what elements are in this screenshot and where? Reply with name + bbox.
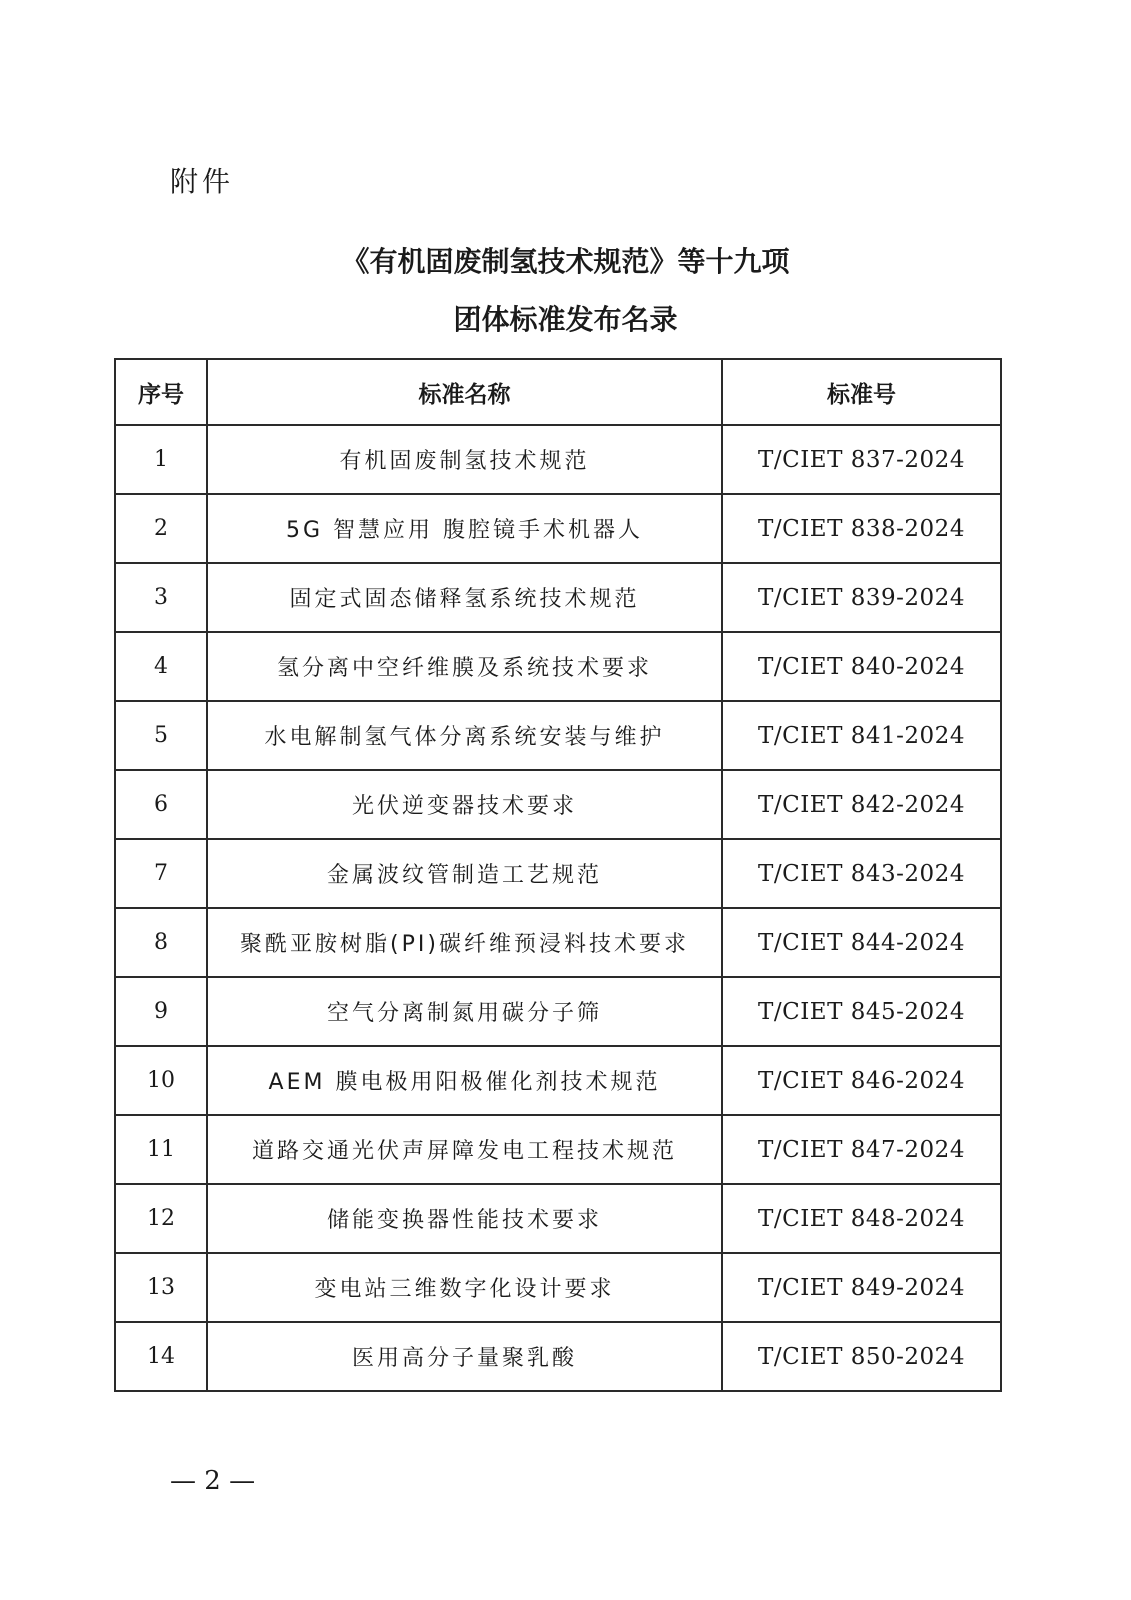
- row-standard-name: 固定式固态储释氢系统技术规范: [207, 563, 722, 632]
- document-title: 《有机固废制氢技术规范》等十九项: [341, 245, 790, 278]
- document-subtitle: 团体标准发布名录: [453, 303, 678, 336]
- row-standard-name: 水电解制氢气体分离系统安装与维护: [207, 701, 722, 770]
- row-standard-name: 变电站三维数字化设计要求: [207, 1253, 722, 1322]
- row-standard-code: T/CIET 841-2024: [722, 701, 1001, 770]
- row-standard-name: 有机固废制氢技术规范: [207, 425, 722, 494]
- row-serial-number: 13: [115, 1253, 207, 1322]
- attachment-label: 附件: [170, 165, 235, 198]
- row-standard-name: 5G 智慧应用 腹腔镜手术机器人: [207, 494, 722, 563]
- row-standard-code: T/CIET 837-2024: [722, 425, 1001, 494]
- header-standard-code: 标准号: [722, 359, 1001, 425]
- row-serial-number: 3: [115, 563, 207, 632]
- page-number: — 2 —: [170, 1466, 256, 1496]
- row-serial-number: 2: [115, 494, 207, 563]
- row-standard-code: T/CIET 849-2024: [722, 1253, 1001, 1322]
- row-serial-number: 4: [115, 632, 207, 701]
- row-serial-number: 14: [115, 1322, 207, 1391]
- row-standard-code: T/CIET 842-2024: [722, 770, 1001, 839]
- row-standard-name: AEM 膜电极用阳极催化剂技术规范: [207, 1046, 722, 1115]
- row-standard-code: T/CIET 845-2024: [722, 977, 1001, 1046]
- row-serial-number: 12: [115, 1184, 207, 1253]
- table-header-row: [115, 359, 1001, 425]
- table-row: [115, 1253, 1001, 1322]
- table-row: [115, 701, 1001, 770]
- table-row: [115, 1046, 1001, 1115]
- row-standard-code: T/CIET 847-2024: [722, 1115, 1001, 1184]
- row-standard-code: T/CIET 838-2024: [722, 494, 1001, 563]
- row-standard-code: T/CIET 840-2024: [722, 632, 1001, 701]
- table-row: [115, 425, 1001, 494]
- row-serial-number: 6: [115, 770, 207, 839]
- header-standard-name: 标准名称: [207, 359, 722, 425]
- row-standard-code: T/CIET 839-2024: [722, 563, 1001, 632]
- table-row: [115, 1184, 1001, 1253]
- row-serial-number: 11: [115, 1115, 207, 1184]
- row-standard-name: 氢分离中空纤维膜及系统技术要求: [207, 632, 722, 701]
- row-standard-code: T/CIET 848-2024: [722, 1184, 1001, 1253]
- row-serial-number: 7: [115, 839, 207, 908]
- row-serial-number: 9: [115, 977, 207, 1046]
- table-row: [115, 977, 1001, 1046]
- header-serial-number: 序号: [115, 359, 207, 425]
- row-standard-name: 聚酰亚胺树脂(PI)碳纤维预浸料技术要求: [207, 908, 722, 977]
- row-serial-number: 10: [115, 1046, 207, 1115]
- table-row: [115, 1115, 1001, 1184]
- row-standard-code: T/CIET 843-2024: [722, 839, 1001, 908]
- table-row: [115, 770, 1001, 839]
- table-row: [115, 632, 1001, 701]
- row-standard-code: T/CIET 850-2024: [722, 1322, 1001, 1391]
- standards-table: [114, 358, 1002, 1392]
- row-standard-code: T/CIET 844-2024: [722, 908, 1001, 977]
- row-standard-name: 医用高分子量聚乳酸: [207, 1322, 722, 1391]
- row-serial-number: 1: [115, 425, 207, 494]
- row-standard-name: 空气分离制氮用碳分子筛: [207, 977, 722, 1046]
- row-serial-number: 5: [115, 701, 207, 770]
- table-row: [115, 494, 1001, 563]
- row-standard-name: 光伏逆变器技术要求: [207, 770, 722, 839]
- row-standard-name: 道路交通光伏声屏障发电工程技术规范: [207, 1115, 722, 1184]
- row-standard-code: T/CIET 846-2024: [722, 1046, 1001, 1115]
- table-row: [115, 1322, 1001, 1391]
- table-row: [115, 908, 1001, 977]
- row-serial-number: 8: [115, 908, 207, 977]
- row-standard-name: 金属波纹管制造工艺规范: [207, 839, 722, 908]
- table-row: [115, 839, 1001, 908]
- row-standard-name: 储能变换器性能技术要求: [207, 1184, 722, 1253]
- table-row: [115, 563, 1001, 632]
